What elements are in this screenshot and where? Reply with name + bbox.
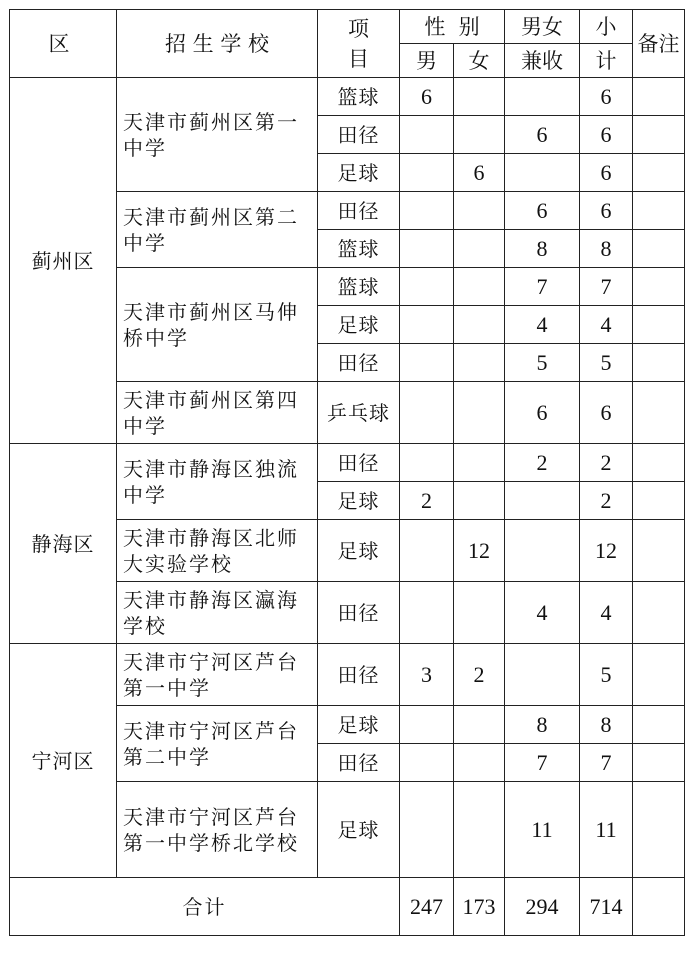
remarks-cell [633,306,685,344]
remarks-cell [633,154,685,192]
remarks-cell [633,482,685,520]
coed-count: 6 [505,116,580,154]
coed-count [505,154,580,192]
total-female: 173 [454,878,505,936]
header-remarks: 备注 [633,10,685,78]
sport-cell: 足球 [318,306,400,344]
remarks-cell [633,230,685,268]
subtotal-count: 7 [580,744,633,782]
female-count [454,230,505,268]
school-cell: 天津市静海区北师大实验学校 [117,520,318,582]
header-project [318,10,400,78]
table-row [10,78,685,116]
table-row [10,444,685,482]
sport-cell: 田径 [318,582,400,644]
female-count [454,78,505,116]
school-cell: 天津市静海区瀛海学校 [117,582,318,644]
remarks-cell [633,706,685,744]
male-count [400,444,454,482]
remarks-cell [633,582,685,644]
subtotal-count: 6 [580,116,633,154]
school-cell: 天津市宁河区芦台第二中学 [117,706,318,782]
coed-count: 5 [505,344,580,382]
male-count [400,582,454,644]
remarks-cell [633,744,685,782]
sport-cell: 田径 [318,344,400,382]
enrollment-table [9,9,685,936]
female-count [454,268,505,306]
header-subtotal-line1: 小 [580,10,633,44]
sport-cell: 篮球 [318,78,400,116]
sport-cell: 田径 [318,192,400,230]
male-count [400,782,454,878]
subtotal-count: 2 [580,444,633,482]
male-count: 6 [400,78,454,116]
remarks-cell [633,520,685,582]
female-count [454,744,505,782]
remarks-cell [633,268,685,306]
remarks-cell [633,444,685,482]
school-cell: 天津市蓟州区第二中学 [117,192,318,268]
sport-cell: 足球 [318,482,400,520]
coed-count: 6 [505,382,580,444]
total-row [10,878,685,936]
coed-count: 6 [505,192,580,230]
remarks-cell [633,344,685,382]
sport-cell: 田径 [318,744,400,782]
subtotal-count: 8 [580,230,633,268]
subtotal-count: 4 [580,582,633,644]
coed-count: 4 [505,306,580,344]
remarks-cell [633,116,685,154]
coed-count: 8 [505,706,580,744]
female-count [454,782,505,878]
female-count [454,192,505,230]
coed-count: 11 [505,782,580,878]
header-subtotal-line2: 计 [580,44,633,78]
male-count: 2 [400,482,454,520]
sport-cell: 篮球 [318,230,400,268]
female-count: 2 [454,644,505,706]
school-cell: 天津市蓟州区马伸桥中学 [117,268,318,382]
female-count [454,344,505,382]
school-cell: 天津市宁河区芦台第一中学桥北学校 [117,782,318,878]
female-count: 6 [454,154,505,192]
header-row-1 [10,10,685,44]
female-count [454,706,505,744]
sport-cell: 田径 [318,444,400,482]
coed-count: 2 [505,444,580,482]
total-male: 247 [400,878,454,936]
subtotal-count: 6 [580,154,633,192]
subtotal-count: 6 [580,382,633,444]
sport-cell: 篮球 [318,268,400,306]
remarks-cell [633,782,685,878]
school-cell: 天津市宁河区芦台第一中学 [117,644,318,706]
male-count [400,306,454,344]
header-coed-line1: 男女 [505,10,580,44]
subtotal-count: 5 [580,344,633,382]
female-count [454,306,505,344]
sport-cell: 田径 [318,116,400,154]
subtotal-count: 7 [580,268,633,306]
coed-count: 7 [505,744,580,782]
male-count [400,268,454,306]
header-project-line1: 项 [348,16,369,41]
remarks-cell [633,644,685,706]
male-count [400,706,454,744]
male-count [400,192,454,230]
header-coed-line2: 兼收 [505,44,580,78]
subtotal-count: 2 [580,482,633,520]
remarks-cell [633,192,685,230]
sport-cell: 足球 [318,520,400,582]
header-district: 区 [10,10,117,78]
male-count [400,154,454,192]
sport-cell: 田径 [318,644,400,706]
total-coed: 294 [505,878,580,936]
female-count [454,444,505,482]
male-count: 3 [400,644,454,706]
male-count [400,744,454,782]
header-school: 招 生 学 校 [117,10,318,78]
sport-cell: 足球 [318,154,400,192]
coed-count [505,520,580,582]
subtotal-count: 8 [580,706,633,744]
male-count [400,344,454,382]
coed-count [505,78,580,116]
header-male: 男 [400,44,454,78]
coed-count [505,644,580,706]
sport-cell: 足球 [318,782,400,878]
female-count [454,382,505,444]
total-label: 合计 [10,878,400,936]
subtotal-count: 11 [580,782,633,878]
header-gender: 性 别 [400,10,505,44]
coed-count: 8 [505,230,580,268]
coed-count: 4 [505,582,580,644]
coed-count [505,482,580,520]
header-female: 女 [454,44,505,78]
table-row [10,644,685,706]
school-cell: 天津市蓟州区第四中学 [117,382,318,444]
school-cell: 天津市蓟州区第一中学 [117,78,318,192]
subtotal-count: 6 [580,78,633,116]
district-cell: 蓟州区 [10,78,117,444]
subtotal-count: 4 [580,306,633,344]
table-body [10,10,685,936]
remarks-cell [633,78,685,116]
female-count: 12 [454,520,505,582]
coed-count: 7 [505,268,580,306]
sport-cell: 足球 [318,706,400,744]
district-cell: 宁河区 [10,644,117,878]
total-remarks [633,878,685,936]
sport-cell: 乒乓球 [318,382,400,444]
female-count [454,482,505,520]
female-count [454,116,505,154]
remarks-cell [633,382,685,444]
header-project-line2: 目 [348,46,369,71]
subtotal-count: 5 [580,644,633,706]
male-count [400,230,454,268]
female-count [454,582,505,644]
school-cell: 天津市静海区独流中学 [117,444,318,520]
male-count [400,520,454,582]
total-subtotal: 714 [580,878,633,936]
subtotal-count: 12 [580,520,633,582]
male-count [400,116,454,154]
district-cell: 静海区 [10,444,117,644]
subtotal-count: 6 [580,192,633,230]
male-count [400,382,454,444]
